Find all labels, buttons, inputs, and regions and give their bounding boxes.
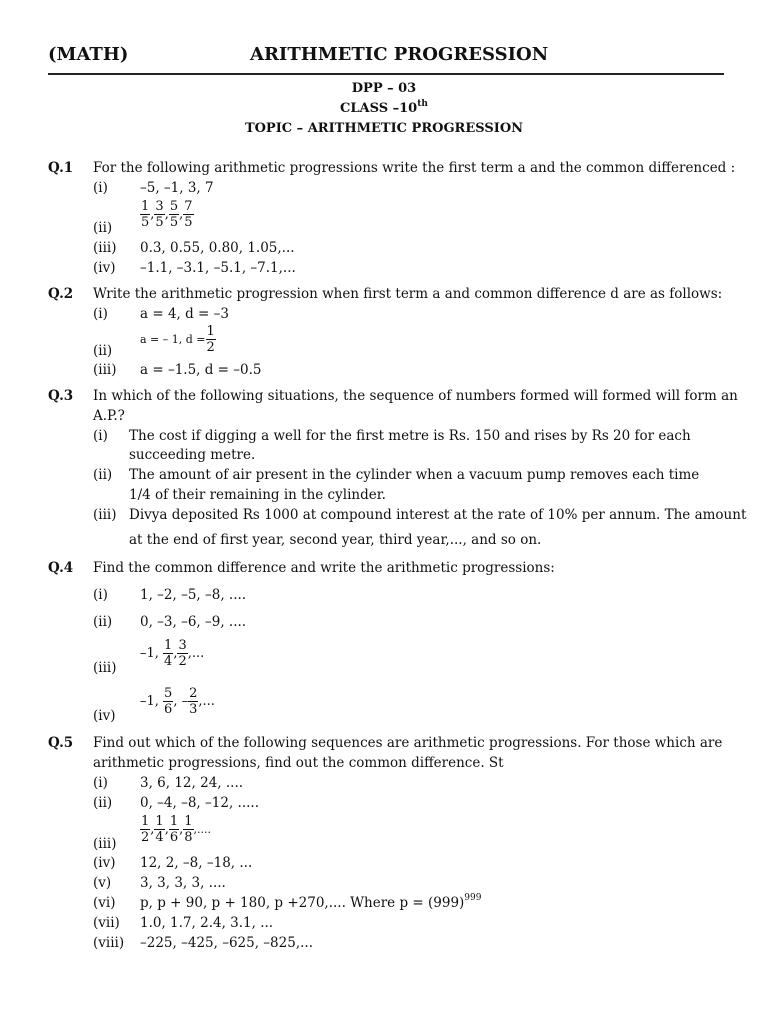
q3-number: Q.3 [48,388,74,404]
fraction: $\frac{1}{8}$ [184,814,193,845]
q5-text-line2: arithmetic progressions, find out the common difference. St [93,755,504,771]
q4-i-label: (i) [93,587,108,603]
q4-iv-value: –1, $\frac{5}{6}$ , – $\frac{2}{3}$ ,... [140,686,215,717]
q4-number: Q.4 [48,560,74,576]
q5-viii-value: –225, –425, –625, –825,... [140,935,313,951]
q3-i-line1: The cost if digging a well for the first metre is Rs. 150 and rises by Rs 20 for each [129,428,691,444]
header-divider [48,73,724,75]
q3-text-line1: In which of the following situations, the sequence of numbers formed will formed will form an [93,388,738,404]
q1-iv-label: (iv) [93,260,116,276]
q3-ii-line1: The amount of air present in the cylinder when a vacuum pump removes each time [129,467,700,483]
q5-vi-label: (vi) [93,895,116,911]
q5-i-value: 3, 6, 12, 24, .... [140,775,244,791]
q2-i-value: a = 4, d = –3 [140,306,229,322]
fraction: $\frac{5}{5}$ [169,199,179,230]
q1-i-label: (i) [93,180,108,196]
q4-ii-value: 0, –3, –6, –9, .... [140,614,247,630]
q4-i-value: 1, –2, –5, –8, .... [140,587,247,603]
q4-iv-label: (iv) [93,708,116,724]
q2-iii-value: a = –1.5, d = –0.5 [140,362,262,378]
q5-vi-value: p, p + 90, p + 180, p +270,.... Where $p = (999)^{999}$ [140,893,482,911]
fraction: $\frac{3}{2}$ [178,638,187,669]
q5-iv-value: 12, 2, –8, –18, ... [140,855,253,871]
q5-iv-label: (iv) [93,855,116,871]
q1-iii-value: 0.3, 0.55, 0.80, 1.05,... [140,240,295,256]
q2-text: Write the arithmetic progression when first term a and common difference d are as follows: [93,286,723,302]
q4-ii-label: (ii) [93,614,113,630]
q3-iii-label: (iii) [93,507,117,523]
q5-ii-value: 0, –4, –8, –12, ..... [140,795,259,811]
q5-viii-label: (viii) [93,935,125,951]
fraction: $\frac{1}{5}$ [141,199,150,230]
q5-v-value: 3, 3, 3, 3, .... [140,875,226,891]
q2-i-label: (i) [93,306,108,322]
q5-iii-label: (iii) [93,836,117,852]
q5-text-line1: Find out which of the following sequences are arithmetic progressions. For those which are [93,735,723,751]
q4-iii-value: –1, $\frac{1}{4}$ , $\frac{3}{2}$ ,... [140,638,205,669]
q5-i-label: (i) [93,775,108,791]
q1-ii-value: $\frac{1}{5}$ , $\frac{3}{5}$ , $\frac{5}{5}$ , $\frac{7}{5}$ [141,199,193,230]
q3-i-line2: succeeding metre. [129,447,256,463]
q3-iii-line1: Divya deposited Rs 1000 at compound interest at the rate of 10% per annum. The amount [129,507,747,523]
q1-number: Q.1 [48,160,74,176]
fraction: $\frac{7}{5}$ [184,199,193,230]
q4-iii-label: (iii) [93,660,117,676]
q2-number: Q.2 [48,286,74,302]
fraction: $\frac{1}{6}$ [169,814,179,845]
q1-iii-label: (iii) [93,240,117,256]
fraction: $\frac{3}{5}$ [155,199,164,230]
q5-ii-label: (ii) [93,795,113,811]
subject-label: (MATH) [48,44,129,65]
q5-number: Q.5 [48,735,74,751]
q1-ii-label: (ii) [93,220,113,236]
q1-i-value: –5, –1, 3, 7 [140,180,214,196]
q1-text: For the following arithmetic progressions write the first term a and the common differenced : [93,160,736,176]
q3-iii-line2: at the end of first year, second year, third year,..., and so on. [129,532,542,548]
q2-ii-label: (ii) [93,343,113,359]
page-title: ARITHMETIC PROGRESSION [250,44,549,65]
fraction: $\frac{1}{2}$ [141,814,150,845]
class-label: CLASS –10th [340,99,428,116]
fraction: $\frac{2}{3}$ [189,686,198,717]
q3-i-label: (i) [93,428,108,444]
q1-iv-value: –1.1, –3.1, –5.1, –7.1,... [140,260,296,276]
q4-text: Find the common difference and write the arithmetic progressions: [93,560,555,576]
q5-v-label: (v) [93,875,112,891]
q2-ii-value: a = – 1, d = $\frac{1}{2}$ [140,324,215,355]
topic-label: TOPIC – ARITHMETIC PROGRESSION [244,121,524,136]
q3-ii-line2: 1/4 of their remaining in the cylinder. [129,487,386,503]
q3-ii-label: (ii) [93,467,113,483]
q5-vii-label: (vii) [93,915,120,931]
q5-iii-value: $\frac{1}{2}$ , $\frac{1}{4}$ , $\frac{1}{6}$ , $\frac{1}{8}$ ,.... [141,814,212,845]
q5-vii-value: 1.0, 1.7, 2.4, 3.1, ... [140,915,274,931]
fraction: $\frac{1}{4}$ [155,814,164,845]
fraction: $\frac{1}{2}$ [206,324,215,355]
q3-text-line2: A.P.? [93,408,125,424]
q2-iii-label: (iii) [93,362,117,378]
dpp-label: DPP – 03 [351,81,417,96]
fraction: $\frac{5}{6}$ [164,686,173,717]
fraction: $\frac{1}{4}$ [164,638,173,669]
